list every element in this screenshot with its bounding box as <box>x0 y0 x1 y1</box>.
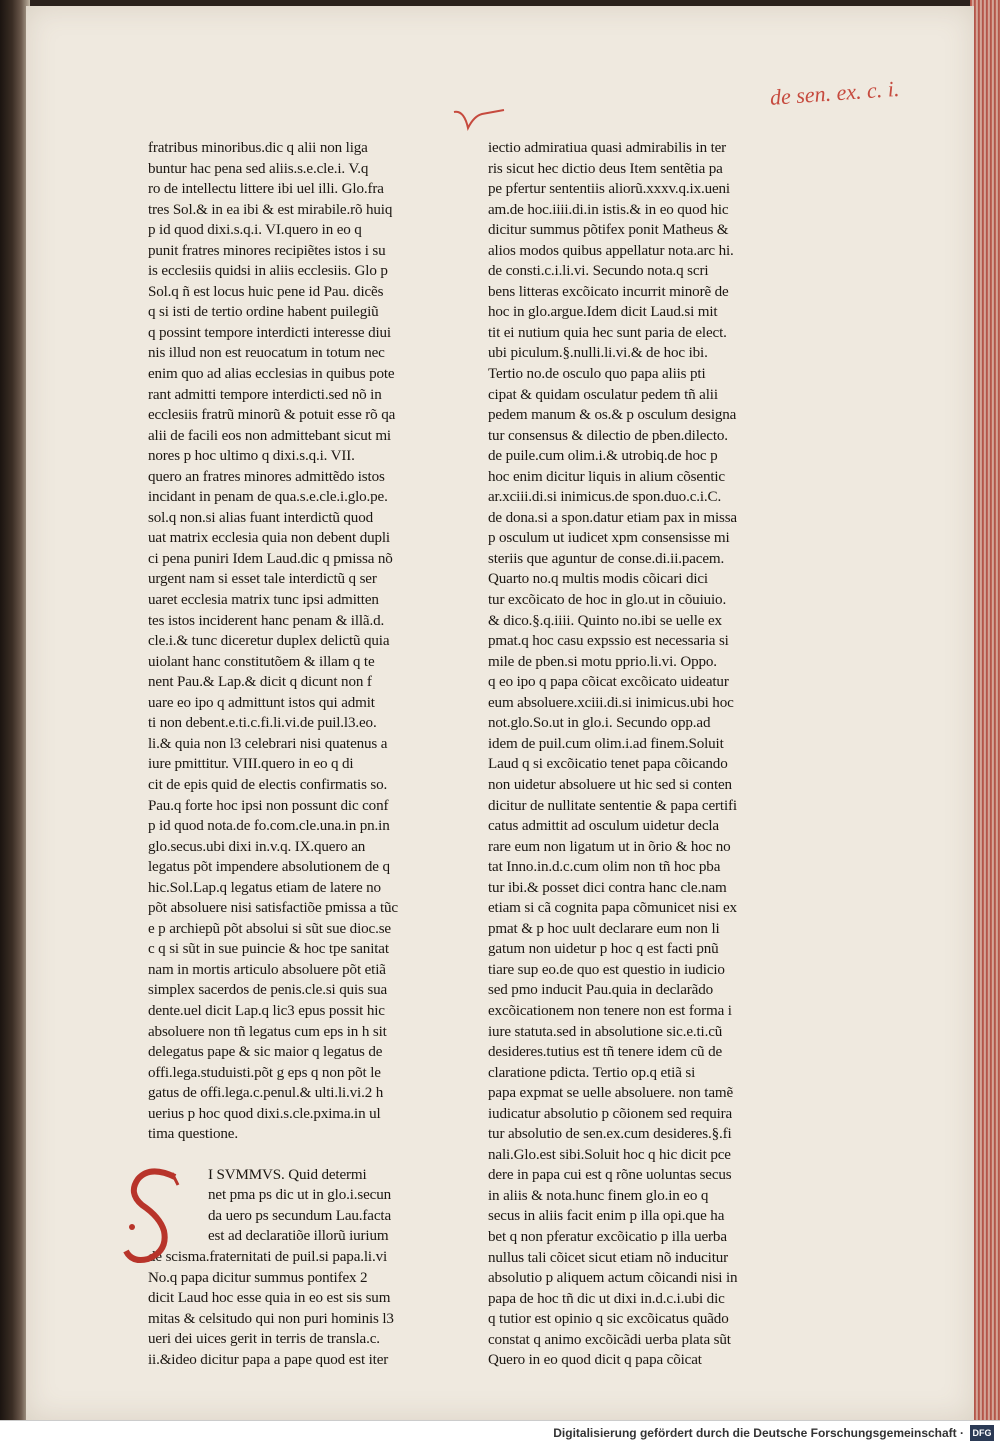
text-line: li.& quia non l3 celebrari nisi quatenus a <box>148 735 388 752</box>
text-line: dicit Laud hoc esse quia in eo est sis sum <box>148 1290 391 1307</box>
text-line: nullus tali cõicet sicut etiam nõ inducitur <box>488 1249 729 1266</box>
text-line: sol.q non.si alias fuant interdictũ quod <box>148 509 373 526</box>
initial-paragraph-lines <box>148 1165 448 1370</box>
text-line: nores p hoc ultimo q dixi.s.q.i. VII. <box>148 448 355 465</box>
text-line: ueri dei uices gerit in terris de transla.c. <box>148 1331 380 1348</box>
text-line: bet q non pferatur excõicatio p illa uerba <box>488 1228 727 1245</box>
text-line: p id quod dixi.s.q.i. VI.quero in eo q <box>148 222 362 239</box>
text-line: de scisma.fraternitati de puil.si papa.li.vi <box>148 1248 388 1265</box>
text-line: papa expmat se uelle absoluere. non tamẽ <box>488 1085 734 1102</box>
text-line: offi.lega.studuisti.põt g eps q non põt le <box>148 1064 381 1081</box>
text-line: absoluere non tñ legatus cum eps in h sit <box>148 1023 387 1040</box>
text-line: uerius p hoc quod dixi.s.cle.pxima.in ul <box>148 1105 381 1122</box>
footer-credit: Digitalisierung gefördert durch die Deutsche Forschungsgemeinschaft · <box>553 1426 964 1440</box>
text-line: tur excõicato de hoc in glo.ut in cõuiuio. <box>488 592 727 609</box>
text-line: excõicationem non tenere non est forma i <box>488 1002 732 1019</box>
text-line: in aliis & nota.hunc finem glo.in eo q <box>488 1187 709 1204</box>
text-line: catus admittit ad osculum uidetur decla <box>488 818 719 835</box>
text-line: & dico.§.q.iiii. Quinto no.ibi se uelle ex <box>488 612 722 629</box>
text-line: q possint tempore interdicti interesse diui <box>148 324 391 341</box>
text-line: mitas & celsitudo qui non puri hominis l3 <box>148 1310 394 1327</box>
text-line: net pma ps dic ut in glo.i.secun <box>208 1187 392 1204</box>
text-line: uat matrix ecclesia quia non debent dupli <box>148 530 390 547</box>
text-line: p osculum ut iudicet xpm consensisse mi <box>488 530 730 547</box>
text-line: mile de pben.si motu pprio.li.vi. Oppo. <box>488 653 717 670</box>
text-line: nent Pau.& Lap.& dicit q dicunt non f <box>148 674 372 691</box>
text-line: ecclesiis fratrũ minorũ & potuit esse rõ qa <box>148 407 396 424</box>
text-line: ti non debent.e.ti.c.fi.li.vi.de puil.l3.eo. <box>148 715 377 732</box>
text-line: tima questione. <box>148 1126 238 1143</box>
text-line: bens litteras excõicato incurrit minorẽ de <box>488 283 729 300</box>
text-line: ris sicut hec dictio deus Item sentẽtia pa <box>488 160 723 177</box>
text-line: tur absolutio de sen.ex.cum desideres.§.fi <box>488 1126 732 1143</box>
text-line: cipat & quidam osculatur pedem tñ alii <box>488 386 718 403</box>
text-line: hoc enim dicitur liquis in alium cõsentic <box>488 468 725 485</box>
text-line: hoc in glo.argue.Idem dicit Laud.si mit <box>488 304 718 321</box>
text-line: urgent nam si esset tale interdictũ q ser <box>148 571 377 588</box>
decorated-initial-s <box>120 1167 190 1267</box>
right-column-lines <box>488 138 778 1371</box>
text-line: uiolant hanc constitutõem & illam q te <box>148 653 375 670</box>
text-line: constat q animo excõicãdi uerba plata sũt <box>488 1331 731 1348</box>
footer-bar <box>0 1420 1000 1447</box>
text-line: rant admitti tempore interdicti.sed nõ in <box>148 386 382 403</box>
text-line: delegatus pape & sic maior q legatus de <box>148 1044 383 1061</box>
text-line: eum absoluere.xciii.di.si inimicus.ubi hoc <box>488 694 734 711</box>
text-line: sed pmo inducit Pau.quia in declarãdo <box>488 982 713 999</box>
text-line: ci pena puniri Idem Laud.dic q pmissa nõ <box>148 550 393 567</box>
text-line: uare eo ipo q admittunt istos qui admit <box>148 694 375 711</box>
text-line: Sol.q ñ est locus huic pene id Pau. dicẽs <box>148 283 384 300</box>
text-line: idem de puil.cum olim.i.ad finem.Soluit <box>488 735 724 752</box>
dfg-logo: DFG <box>970 1425 994 1441</box>
text-line: hic.Sol.Lap.q legatus etiam de latere no <box>148 879 381 896</box>
text-line: iectio admiratiua quasi admirabilis in ter <box>488 140 727 156</box>
text-line: claratione pdicta. Tertio op.q etiã si <box>488 1064 696 1081</box>
text-line: pe pfertur sententiis aliorũ.xxxv.q.ix.ueni <box>488 181 730 198</box>
text-line: ro de intellectu littere ibi uel illi. Glo.fra <box>148 181 384 198</box>
text-line: dente.uel dicit Lap.q lic3 epus possit hic <box>148 1002 385 1019</box>
text-line: gatus de offi.lega.c.penul.& ulti.li.vi.2 h <box>148 1085 384 1102</box>
text-line: est ad declaratiõe illorũ iurium <box>208 1228 389 1245</box>
text-line: simplex sacerdos de penis.cle.si quis sua <box>148 982 388 999</box>
text-line: legatus põt impendere absolutionem de q <box>148 859 390 876</box>
text-line: p id quod nota.de fo.com.cle.una.in pn.in <box>148 818 390 835</box>
text-line: fratribus minoribus.dic q alii non liga <box>148 140 368 156</box>
text-line: I SVMMVS. Quid determi <box>208 1166 367 1183</box>
text-line: nis illud non est reuocatum in totum nec <box>148 345 385 362</box>
text-line: tur consensus & dilectio de pben.dilecto. <box>488 427 728 444</box>
text-line: Quero in eo quod dicit q papa cõicat <box>488 1352 702 1369</box>
text-line: nali.Glo.est sibi.Soluit hoc q hic dicit pce <box>488 1146 731 1163</box>
book-page-edges <box>970 0 1000 1420</box>
initial-paragraph <box>148 1165 448 1370</box>
text-line: Quarto no.q multis modis cõicari dici <box>488 571 708 588</box>
text-line: da uero ps secundum Lau.facta <box>208 1207 391 1224</box>
text-line: Laud q si excõicatio tenet papa cõicando <box>488 756 728 773</box>
marginal-note: de sen. ex. c. i. <box>769 75 901 110</box>
left-text-column <box>148 138 448 1370</box>
text-line: rare eum non ligatum ut in õrio & hoc no <box>488 838 731 855</box>
text-line: punit fratres minores recipiẽtes istos i su <box>148 242 386 259</box>
text-line: enim quo ad alias ecclesias in quibus pote <box>148 366 395 383</box>
text-line: q si isti de tertio ordine habent puilegiũ <box>148 304 379 321</box>
text-line: cit de epis quid de electis confirmatis so. <box>148 776 388 793</box>
text-line: papa de hoc tñ dic ut dixi in.d.c.i.ubi dic <box>488 1290 725 1307</box>
text-line: ubi piculum.§.nulli.li.vi.& de hoc ibi. <box>488 345 708 362</box>
text-line: iure statuta.sed in absolutione sic.e.ti.cũ <box>488 1023 723 1040</box>
text-line: dicitur summus põtifex ponit Matheus & <box>488 222 729 239</box>
text-line: alii de facili eos non admittebant sicut mi <box>148 427 391 444</box>
text-line: nam in mortis articulo absoluere põt etiã <box>148 961 386 978</box>
text-line: iudicatur absolutio p cõionem sed requira <box>488 1105 733 1122</box>
text-line: Pau.q forte hoc ipsi non possunt dic conf <box>148 797 389 814</box>
text-line: tes istos inciderent hanc penam & illã.d. <box>148 612 385 629</box>
text-line: gatum non uidetur p hoc q est facti pnũ <box>488 941 719 958</box>
text-line: secus in aliis facit enim p illa opi.que ha <box>488 1208 725 1225</box>
text-line: tat Inno.in.d.c.cum olim non tñ hoc pba <box>488 859 721 876</box>
text-line: quero an fratres minores admittẽdo istos <box>148 468 385 485</box>
text-line: tiare sup eo.de quo est questio in iudicio <box>488 961 725 978</box>
text-line: steriis que aguntur de conse.di.ii.pacem. <box>488 550 725 567</box>
text-line: e p archiepũ põt absolui si sũt sue dioc.se <box>148 920 391 937</box>
text-line: uaret ecclesia matrix tunc ipsi admitten <box>148 592 379 609</box>
text-line: cle.i.& tunc diceretur duplex delictũ quia <box>148 633 390 650</box>
text-line: de puile.cum olim.i.& utrobiq.de hoc p <box>488 448 718 465</box>
text-line: is ecclesiis quidsi in aliis ecclesiis. Glo p <box>148 263 388 280</box>
right-text-column <box>488 138 778 1371</box>
text-line: absolutio p aliquem actum cõicandi nisi in <box>488 1270 738 1287</box>
text-line: ar.xciii.di.si inimicus.de spon.duo.c.i.C. <box>488 489 722 506</box>
text-line: not.glo.So.ut in glo.i. Secundo opp.ad <box>488 715 711 732</box>
text-line: buntur hac pena sed aliis.s.e.cle.i. V.q <box>148 160 369 177</box>
text-line: tres Sol.& in ea ibi & est mirabile.rõ huiq <box>148 201 393 218</box>
text-line: desideres.tutius est tñ tenere idem cũ de <box>488 1044 723 1061</box>
text-line: ii.&ideo dicitur papa a pape quod est iter <box>148 1351 389 1368</box>
text-line: q eo ipo q papa cõicat excõicato uideatur <box>488 674 729 691</box>
text-line: am.de hoc.iiii.di.in istis.& in eo quod hic <box>488 201 729 218</box>
red-rubric-mark <box>452 106 512 136</box>
text-line: non uidetur absoluere ut hic sed si conten <box>488 776 732 793</box>
text-line: pedem manum & os.& p osculum designa <box>488 407 737 424</box>
left-column-lines <box>148 138 448 1145</box>
text-line: tit ei nutium quia hec sunt paria de elect. <box>488 324 727 341</box>
text-line: de consti.c.i.li.vi. Secundo nota.q scri <box>488 263 709 280</box>
text-line: incidant in penam de qua.s.e.cle.i.glo.pe. <box>148 489 388 506</box>
text-line: pmat.q hoc casu expssio est necessaria si <box>488 633 729 650</box>
text-line: tur ibi.& posset dici contra hanc cle.nam <box>488 879 727 896</box>
text-line: dicitur de nullitate sententie & papa certifi <box>488 797 737 814</box>
text-line: glo.secus.ubi dixi in.v.q. IX.quero an <box>148 838 366 855</box>
text-line: alios modos quibus appellatur nota.arc hi. <box>488 242 734 259</box>
text-line: pmat & p hoc uult declarare eum non li <box>488 920 720 937</box>
text-line: Tertio no.de osculo quo papa aliis pti <box>488 366 706 383</box>
text-line: No.q papa dicitur summus pontifex 2 <box>148 1269 368 1286</box>
text-line: etiam si cã cognita papa cõmunicet nisi ex <box>488 900 737 917</box>
text-line: de dona.si a spon.datur etiam pax in missa <box>488 509 737 526</box>
text-line: põt absoluere nisi satisfactiõe pmissa a tũc <box>148 900 398 917</box>
text-line: c q si sũt in sue puincie & hoc tpe sanitat <box>148 941 389 958</box>
text-line: q tutior est opinio q sic excõicatus quãdo <box>488 1311 729 1328</box>
text-line: iure pmittitur. VIII.quero in eo q di <box>148 756 354 773</box>
text-line: dere in papa cui est q rõne uoluntas secus <box>488 1167 732 1184</box>
